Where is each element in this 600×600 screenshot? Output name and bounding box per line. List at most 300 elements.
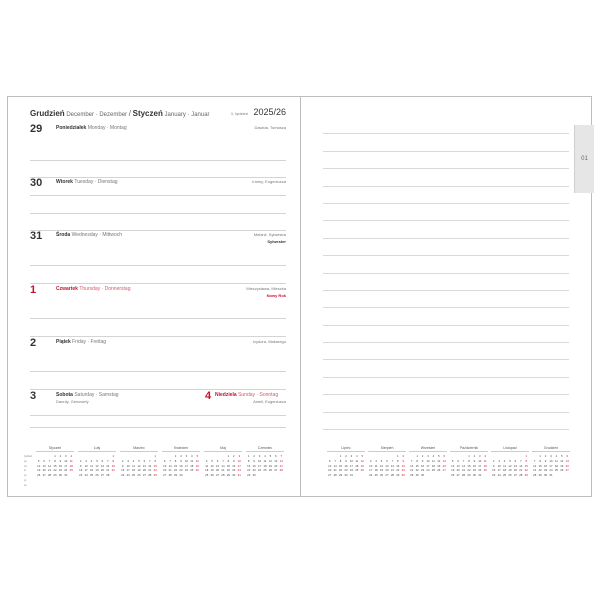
mini-day-cell: 3	[498, 458, 500, 463]
mini-day-cell: 14	[461, 463, 466, 468]
mini-day-cell: 2	[544, 454, 547, 458]
mini-day-cell: 9	[345, 458, 347, 463]
notes-line	[323, 152, 569, 169]
mini-day-cell: 17	[549, 463, 553, 468]
mini-day-cell: 20	[100, 468, 104, 473]
week-number: 1. tydzień	[230, 111, 248, 116]
mini-day-cell: 4	[191, 454, 193, 458]
mini-day-cell: 1	[468, 454, 470, 458]
notes-line	[323, 343, 569, 360]
mini-day-cell: 9	[492, 463, 495, 468]
mini-day-cell: 22	[53, 468, 57, 473]
mini-day-cell: 28	[333, 473, 337, 478]
mini-day-cell: 19	[451, 468, 455, 473]
mini-day-cell: 22	[173, 468, 178, 473]
mini-day-cell: 20	[442, 463, 446, 468]
mini-day-cell: 2	[121, 458, 124, 463]
mini-day-cell: 16	[121, 468, 125, 473]
day-name: Środa Wednesday · Mittwoch	[56, 232, 123, 238]
mini-day-cell: 15	[538, 463, 542, 468]
notes-line	[323, 239, 569, 256]
mini-day-cell: 14	[168, 463, 172, 468]
mini-day-cell: 14	[519, 463, 523, 468]
mini-month-title: Maj	[204, 446, 242, 452]
day-number: 4	[205, 390, 212, 402]
mini-day-cell: 1	[416, 454, 418, 458]
holiday-label: Nowy Rok	[266, 293, 286, 298]
mini-day-cell: 26	[37, 473, 41, 478]
mini-day-cell: 21	[47, 468, 52, 473]
mini-day-cell: 10	[549, 458, 553, 463]
mini-day-cell: 12	[360, 458, 364, 463]
mini-day-cell: 1	[112, 454, 115, 458]
mini-day-cell: 5	[37, 458, 40, 463]
mini-day-cell: 25	[502, 473, 507, 478]
mini-day-cell: 27	[142, 473, 146, 478]
mini-day-cell: 22	[538, 468, 542, 473]
mini-day-cell: 6	[43, 458, 45, 463]
mini-day-cell: 28	[519, 473, 523, 478]
mini-day-cell: 24	[64, 468, 68, 473]
mini-day-cell: 2	[421, 454, 424, 458]
mini-month-calendar	[246, 446, 284, 478]
mini-day-cell: 15	[467, 463, 471, 468]
mini-day-cell: 3	[127, 458, 129, 463]
mini-day-cell: 6	[457, 458, 459, 463]
notes-line	[323, 413, 569, 430]
mini-day-cell: 26	[560, 468, 564, 473]
mini-day-cell: 11	[483, 458, 487, 463]
mini-day-cell: 7	[280, 454, 283, 458]
mini-day-cell: 21	[333, 468, 337, 473]
month-tab[interactable]	[574, 125, 594, 193]
mini-day-cell: 20	[385, 468, 389, 473]
name-days: Melanii, Sylwestra	[253, 232, 286, 237]
mini-day-cell: 5	[380, 458, 383, 463]
mini-day-cell: 14	[47, 463, 52, 468]
mini-day-cell: 15	[173, 463, 178, 468]
mini-day-cell: 23	[58, 468, 62, 473]
mini-day-cell: 2	[59, 454, 62, 458]
mini-day-cell: 27	[328, 473, 332, 478]
writing-line	[30, 415, 286, 416]
month-secondary: Styczeń	[132, 109, 163, 118]
mini-calendar-strip	[24, 446, 290, 490]
right-notes-page	[300, 96, 592, 497]
mini-day-cell: 24	[369, 473, 373, 478]
writing-line	[30, 371, 286, 372]
notes-line	[323, 187, 569, 204]
mini-day-cell: 3	[65, 454, 67, 458]
mini-month-calendar	[532, 446, 570, 478]
mini-week-row	[450, 473, 488, 478]
mini-day-cell: 7	[107, 458, 109, 463]
mini-day-cell: 23	[472, 468, 476, 473]
mini-day-cell: 9	[402, 458, 405, 463]
mini-day-cell: 26	[268, 468, 272, 473]
mini-day-cell: 4	[132, 458, 135, 463]
mini-day-cell: 23	[79, 473, 83, 478]
mini-day-cell: 28	[47, 473, 52, 478]
mini-day-cell: 27	[42, 473, 46, 478]
mini-day-cell: 23	[344, 468, 348, 473]
mini-day-cell: 12	[195, 458, 199, 463]
notes-line	[323, 308, 569, 325]
mini-day-cell: 9	[79, 463, 82, 468]
mini-day-cell: 25	[190, 468, 194, 473]
month-secondary-translations: January · Januar	[164, 112, 210, 118]
mini-day-cell: 16	[58, 463, 62, 468]
mini-day-cell: 13	[565, 458, 569, 463]
mini-day-cell	[360, 473, 365, 487]
mini-day-cell: 6	[566, 454, 569, 458]
day-name: Niedziela Sunday · Sonntag	[215, 392, 279, 398]
mini-day-cell: 12	[560, 458, 564, 463]
mini-day-cell: 7	[48, 458, 51, 463]
mini-day-cell: 4	[205, 458, 208, 463]
day-entry	[30, 390, 286, 404]
writing-line	[30, 213, 286, 214]
mini-month-calendar	[368, 446, 406, 478]
mini-day-cell: 21	[106, 468, 110, 473]
notes-line	[323, 378, 569, 395]
mini-day-cell: 3	[258, 454, 261, 458]
notes-line	[323, 326, 569, 343]
notes-line	[323, 256, 569, 273]
mini-day-cell: 9	[253, 458, 255, 463]
mini-day-cell: 29	[524, 473, 528, 478]
mini-day-cell: 27	[513, 473, 517, 478]
mini-day-cell: 9	[233, 458, 235, 463]
day-entry	[30, 337, 286, 351]
writing-line	[30, 160, 286, 161]
mini-day-cell: 8	[247, 458, 250, 463]
mini-week-row	[532, 473, 570, 478]
mini-day-cell: 17	[184, 463, 188, 468]
mini-day-cell: 20	[163, 468, 167, 473]
mini-day-cell: 16	[232, 463, 236, 468]
mini-day-cell: 18	[483, 463, 487, 468]
mini-month-calendar	[409, 446, 447, 478]
mini-day-cell: 4	[70, 454, 73, 458]
mini-day-cell: 19	[195, 463, 199, 468]
mini-day-cell: 26	[451, 473, 455, 478]
mini-day-cell: 25	[89, 473, 94, 478]
mini-day-cell: 20	[42, 468, 46, 473]
mini-day-cell: 27	[565, 468, 569, 473]
mini-day-cell: 29	[538, 473, 542, 478]
mini-day-cell: 31	[549, 473, 553, 478]
writing-line	[30, 265, 286, 266]
mini-day-cell: 26	[95, 473, 99, 478]
mini-day-cell: 7	[533, 458, 536, 463]
mini-day-cell: 15	[53, 463, 57, 468]
mini-day-cell	[111, 473, 116, 487]
writing-line	[30, 318, 286, 319]
mini-day-cell: 14	[410, 463, 414, 468]
mini-day-cell: 8	[468, 458, 470, 463]
notes-line	[323, 117, 569, 134]
mini-day-cell: 2	[492, 458, 495, 463]
mini-day-cell: 1	[525, 454, 528, 458]
mini-day-cell: 17	[369, 468, 373, 473]
mini-month-title: Styczeń	[36, 446, 74, 452]
mini-day-cell: 29	[226, 473, 230, 478]
mini-day-cell: 28	[168, 473, 172, 478]
mini-calendar-strip	[319, 446, 571, 490]
mini-day-cell: 19	[379, 468, 384, 473]
mini-day-cell	[442, 473, 447, 487]
mini-day-cell: 30	[543, 473, 548, 478]
mini-day-cell: 25	[374, 473, 378, 478]
mini-day-cell: 12	[268, 458, 272, 463]
mini-day-cell: 31	[237, 473, 241, 478]
mini-day-cell: 12	[451, 463, 455, 468]
mini-day-cell: 27	[442, 468, 446, 473]
mini-day-cell: 21	[410, 468, 414, 473]
mini-day-cell: 17	[426, 463, 430, 468]
mini-day-cell: 18	[431, 463, 435, 468]
notes-line	[323, 395, 569, 412]
mini-day-cell: 26	[379, 473, 384, 478]
mini-day-cell: 26	[360, 468, 364, 473]
mini-day-cell: 23	[401, 468, 405, 473]
mini-day-cell: 17	[237, 463, 241, 468]
mini-day-cell: 3	[427, 454, 429, 458]
mini-day-cell: 28	[390, 473, 394, 478]
mini-day-cell: 5	[96, 458, 98, 463]
mini-day-cell: 19	[37, 468, 41, 473]
mini-month-title: Luty	[78, 446, 116, 452]
mini-day-cell: 11	[503, 463, 506, 468]
mini-day-cell: 19	[560, 463, 564, 468]
mini-day-cell: 18	[69, 463, 73, 468]
day-number: 30	[30, 177, 43, 189]
mini-day-cell: 16	[492, 468, 496, 473]
mini-day-cell: 29	[247, 473, 251, 478]
mini-month-title: Marzec	[120, 446, 158, 452]
mini-day-cell: 7	[520, 458, 522, 463]
mini-day-cell: 1	[154, 454, 157, 458]
mini-day-cell: 29	[396, 473, 400, 478]
mini-day-cell: 26	[195, 468, 199, 473]
mini-day-cell: 23	[492, 473, 496, 478]
holiday-label: Sylwester	[267, 239, 286, 244]
mini-day-cell: 30	[179, 473, 183, 478]
mini-day-cell: 29	[338, 473, 343, 478]
mini-day-cell: 7	[462, 458, 465, 463]
mini-day-cell: 11	[263, 458, 267, 463]
mini-day-cell: 8	[525, 458, 528, 463]
mini-day-cell: 25	[205, 473, 209, 478]
mini-month-title: Sierpień	[368, 446, 406, 452]
mini-week-row	[36, 473, 74, 478]
mini-day-cell: 24	[184, 468, 188, 473]
mini-week-row	[327, 473, 365, 478]
mini-day-cell: 21	[390, 468, 394, 473]
mini-day-cell: 16	[344, 463, 348, 468]
mini-day-cell: 24	[478, 468, 482, 473]
mini-day-cell: 7	[169, 458, 171, 463]
mini-day-cell: 13	[513, 463, 517, 468]
mini-day-cell: 1	[54, 454, 56, 458]
mini-day-cell: 30	[58, 473, 62, 478]
mini-day-cell: 17	[349, 463, 353, 468]
mini-day-cell: 15	[524, 463, 528, 468]
mini-day-cell: 19	[210, 468, 214, 473]
mini-day-cell: 23	[121, 473, 125, 478]
mini-day-cell: 21	[168, 468, 172, 473]
writing-line	[30, 195, 286, 196]
mini-day-cell: 19	[508, 468, 512, 473]
mini-day-cell: 21	[533, 468, 537, 473]
mini-day-cell: 5	[509, 458, 511, 463]
mini-calendar-legend: tydzień pn wt śr cz pt so	[24, 455, 33, 487]
mini-day-cell: 25	[131, 473, 136, 478]
mini-day-cell: 21	[221, 468, 225, 473]
mini-day-cell: 28	[461, 473, 466, 478]
day-name: Sobota Saturday · Samstag	[56, 392, 119, 398]
mini-day-cell: 6	[216, 458, 219, 463]
mini-day-cell: 6	[386, 458, 388, 463]
mini-day-cell: 25	[431, 468, 435, 473]
mini-day-cell: 5	[561, 454, 563, 458]
mini-day-cell: 25	[483, 468, 487, 473]
mini-day-cell: 11	[374, 463, 378, 468]
mini-day-cell: 2	[79, 458, 82, 463]
mini-day-cell: 6	[514, 458, 517, 463]
mini-day-cell: 9	[421, 458, 424, 463]
mini-month-title: Wrzesień	[409, 446, 447, 452]
mini-week-row	[120, 473, 158, 478]
mini-day-cell: 3	[238, 454, 241, 458]
mini-day-cell: 23	[252, 468, 256, 473]
mini-day-cell: 2	[253, 454, 255, 458]
mini-day-cell: 30	[344, 473, 348, 478]
day-name: Wtorek Tuesday · Dienstag	[56, 179, 118, 185]
mini-day-cell: 24	[126, 473, 130, 478]
mini-day-cell: 10	[257, 458, 262, 463]
mini-day-cell: 16	[401, 463, 405, 468]
mini-day-cell	[279, 473, 284, 487]
mini-month-title: Kwiecień	[162, 446, 200, 452]
mini-day-cell: 23	[420, 468, 425, 473]
mini-day-cell: 22	[396, 468, 400, 473]
mini-day-cell: 24	[497, 473, 501, 478]
mini-day-cell: 10	[84, 463, 88, 468]
mini-month-title: Czerwiec	[246, 446, 284, 452]
mini-day-cell: 5	[269, 454, 272, 458]
mini-day-cell: 12	[137, 463, 141, 468]
mini-day-cell: 26	[137, 473, 141, 478]
mini-day-cell: 3	[479, 454, 481, 458]
name-days: Mieczysława, Mieszka	[246, 286, 286, 291]
mini-day-cell: 4	[264, 454, 266, 458]
day-entry	[30, 177, 286, 191]
mini-month-calendar	[491, 446, 529, 478]
mini-day-cell: 10	[237, 458, 241, 463]
mini-day-cell: 1	[174, 454, 177, 458]
mini-day-cell: 23	[232, 468, 236, 473]
mini-day-cell: 16	[79, 468, 83, 473]
mini-month-calendar	[327, 446, 365, 478]
name-days: Danuty, Genowefy	[56, 399, 89, 404]
mini-day-cell: 1	[397, 454, 399, 458]
mini-day-cell: 17	[126, 468, 130, 473]
mini-day-cell: 15	[396, 463, 400, 468]
mini-day-cell: 21	[519, 468, 523, 473]
mini-day-cell: 20	[215, 468, 220, 473]
mini-day-cell: 15	[226, 463, 230, 468]
mini-day-cell: 29	[173, 473, 178, 478]
mini-day-cell: 11	[431, 458, 435, 463]
mini-day-cell: 28	[106, 473, 110, 478]
mini-day-cell: 12	[437, 458, 441, 463]
mini-month-title: Grudzień	[532, 446, 570, 452]
mini-day-cell: 6	[275, 454, 277, 458]
mini-day-cell: 2	[180, 454, 182, 458]
mini-day-cell: 10	[478, 458, 482, 463]
day-name: Czwartek Thursday · Donnerstag	[56, 286, 131, 292]
day-entry	[30, 230, 286, 244]
mini-day-cell: 2	[345, 454, 347, 458]
mini-day-cell: 11	[355, 458, 359, 463]
mini-day-cell: 27	[456, 473, 460, 478]
mini-day-cell: 17	[478, 463, 482, 468]
mini-day-cell: 28	[533, 473, 537, 478]
mini-day-cell: 17	[497, 468, 501, 473]
mini-day-cell: 11	[69, 458, 73, 463]
mini-day-cell: 14	[279, 458, 283, 463]
notes-line	[323, 274, 569, 291]
mini-week-row	[368, 473, 406, 478]
mini-day-cell: 30	[472, 473, 476, 478]
mini-day-cell	[195, 473, 200, 487]
mini-day-cell	[565, 473, 570, 487]
notes-lines	[323, 117, 569, 430]
mini-day-cell: 18	[205, 468, 209, 473]
name-days: Dawida, Tomasza	[254, 125, 286, 130]
mini-day-cell: 28	[410, 473, 414, 478]
day-number: 29	[30, 123, 43, 135]
mini-day-cell: 12	[95, 463, 99, 468]
year-label: 2025/26	[253, 107, 286, 117]
mini-day-cell: 8	[539, 458, 541, 463]
mini-month-title: Listopad	[491, 446, 529, 452]
mini-day-cell: 1	[227, 454, 230, 458]
sunday-entry	[205, 390, 286, 404]
day-name: Poniedziałek Monday · Montag	[56, 125, 127, 131]
writing-line	[30, 427, 286, 428]
mini-day-cell: 5	[451, 458, 454, 463]
mini-month-calendar	[450, 446, 488, 478]
mini-day-cell: 16	[420, 463, 425, 468]
mini-day-cell: 8	[416, 458, 418, 463]
mini-day-cell: 14	[221, 463, 225, 468]
mini-day-cell: 11	[554, 458, 558, 463]
day-number: 3	[30, 390, 37, 402]
mini-day-cell	[483, 473, 488, 487]
mini-day-cell: 8	[339, 458, 342, 463]
mini-day-cell: 20	[328, 468, 332, 473]
mini-day-cell: 24	[426, 468, 430, 473]
mini-day-cell: 3	[369, 458, 372, 463]
mini-day-cell: 31	[64, 473, 68, 478]
mini-day-cell: 23	[543, 468, 548, 473]
mini-day-cell: 24	[84, 473, 88, 478]
mini-day-cell: 27	[163, 473, 167, 478]
mini-day-cell: 7	[410, 458, 413, 463]
